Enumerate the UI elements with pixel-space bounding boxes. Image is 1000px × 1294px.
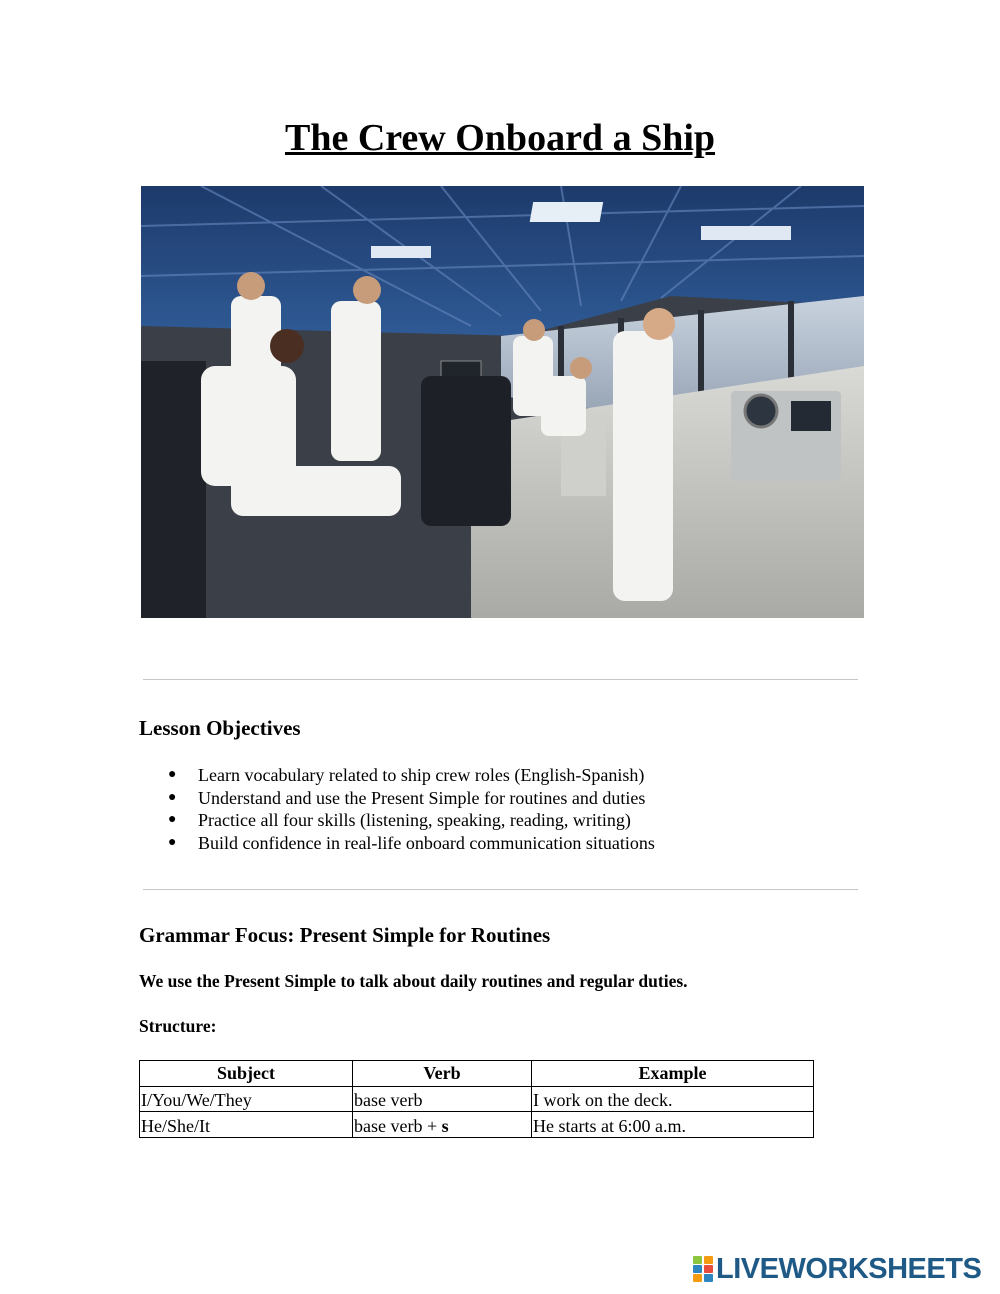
verb-text: base verb + <box>354 1115 442 1136</box>
objectives-list <box>168 764 655 854</box>
header-verb: Verb <box>353 1061 532 1087</box>
cell-subject: He/She/It <box>140 1112 353 1138</box>
header-example: Example <box>532 1061 814 1087</box>
header-subject: Subject <box>140 1061 353 1087</box>
list-item: ● Learn vocabulary related to ship crew roles (English-Spanish) <box>168 764 655 787</box>
liveworksheets-wordmark: LIVEWORKSHEETS <box>716 1252 982 1285</box>
grammar-intro: We use the Present Simple to talk about daily routines and regular duties. <box>139 971 688 991</box>
cell-subject: I/You/We/They <box>140 1086 353 1112</box>
cell-example: I work on the deck. <box>532 1086 814 1112</box>
liveworksheets-logo[interactable] <box>693 1253 981 1285</box>
cell-example: He starts at 6:00 a.m. <box>532 1112 814 1138</box>
cell-verb <box>353 1086 532 1112</box>
grammar-heading: Grammar Focus: Present Simple for Routines <box>139 923 551 947</box>
page-title: The Crew Onboard a Ship <box>284 117 716 159</box>
table-row <box>140 1112 814 1138</box>
table-row <box>140 1086 814 1112</box>
table-header-row <box>140 1061 814 1087</box>
structure-table <box>139 1060 814 1138</box>
list-item: ● Understand and use the Present Simple for routines and duties <box>168 787 655 810</box>
verb-suffix: s <box>441 1115 449 1136</box>
objectives-heading: Lesson Objectives <box>139 716 301 740</box>
list-item: ● Build confidence in real-life onboard communication situations <box>168 832 655 855</box>
cell-verb <box>353 1112 532 1138</box>
divider-bottom <box>143 889 858 890</box>
divider-top <box>143 679 858 680</box>
list-item: ● Practice all four skills (listening, speaking, reading, writing) <box>168 809 655 832</box>
ship-bridge-photo <box>141 186 864 618</box>
liveworksheets-icon <box>693 1256 713 1282</box>
structure-label: Structure: <box>139 1016 217 1036</box>
verb-text: base verb <box>354 1090 423 1110</box>
